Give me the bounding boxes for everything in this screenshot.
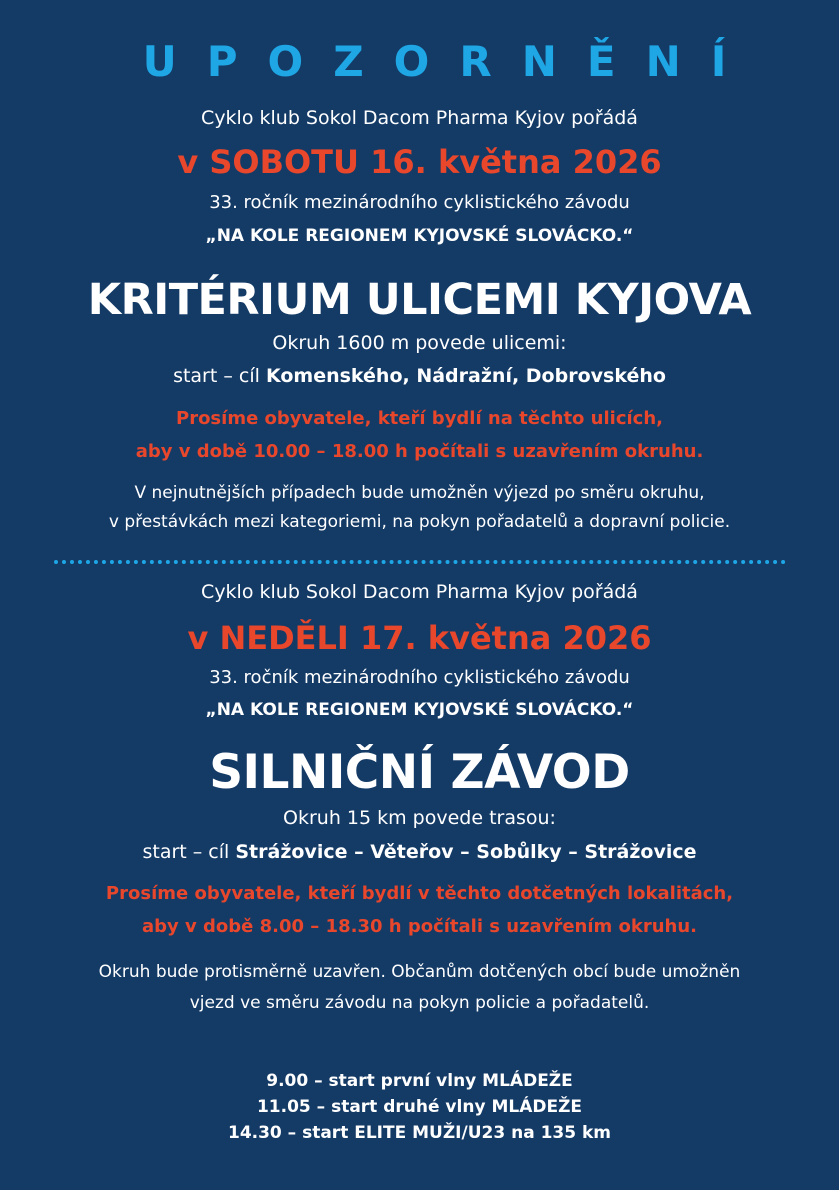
headline: UPOZORNĚNÍ <box>142 37 757 86</box>
first-event-route-streets: Komenského, Nádražní, Dobrovského <box>265 365 666 387</box>
second-event-warning-line-1: Prosíme obyvatele, kteří bydlí v těchto dotčetných lokalitách, <box>105 883 734 904</box>
first-event-race-name: „NA KOLE REGIONEM KYJOVSKÉ SLOVÁCKO.“ <box>205 226 634 246</box>
second-event-route <box>0 839 839 865</box>
second-event-warning-line-2: aby v době 8.00 – 18.30 h počítali s uzavřením okruhu. <box>141 916 698 937</box>
second-event-organizer: Cyklo klub Sokol Dacom Pharma Kyjov pořádá <box>201 581 638 603</box>
first-event-info-line-1: V nejnutnějších případech bude umožněn výjezd po směru okruhu, <box>134 483 705 503</box>
first-event-route-prefix: start – cíl <box>173 365 260 387</box>
first-event-organizer: Cyklo klub Sokol Dacom Pharma Kyjov pořádá <box>201 107 638 129</box>
first-event-route <box>0 363 839 389</box>
dotted-divider <box>54 560 786 564</box>
second-event-race-name: „NA KOLE REGIONEM KYJOVSKÉ SLOVÁCKO.“ <box>205 700 634 720</box>
first-event-title: KRITÉRIUM ULICEMI KYJOVA <box>87 275 752 325</box>
second-event-edition: 33. ročník mezinárodního cyklistického závodu <box>209 667 630 688</box>
first-event-info-line-2: v přestávkách mezi kategoriemi, na pokyn pořadatelů a dopravní policie. <box>108 512 731 532</box>
first-event-date: v SOBOTU 16. května 2026 <box>177 143 662 181</box>
second-event-info-line-2: vjezd ve směru závodu na pokyn policie a pořadatelů. <box>189 993 650 1013</box>
second-event-route-desc: Okruh 15 km povede trasou: <box>283 807 556 829</box>
schedule-item-2: 11.05 – start druhé vlny MLÁDEŽE <box>256 1097 583 1117</box>
schedule-item-1: 9.00 – start první vlny MLÁDEŽE <box>266 1071 573 1091</box>
second-event-route-streets: Strážovice – Věteřov – Sobůlky – Strážovice <box>235 841 697 863</box>
first-event-warning-line-1: Prosíme obyvatele, kteří bydlí na těchto ulicích, <box>176 408 663 429</box>
first-event-route-desc: Okruh 1600 m povede ulicemi: <box>272 332 567 354</box>
second-event-title: SILNIČNÍ ZÁVOD <box>209 745 630 800</box>
first-event-warning-line-2: aby v době 10.00 – 18.00 h počítali s uzavřením okruhu. <box>135 441 704 462</box>
schedule-item-3: 14.30 – start ELITE MUŽI/U23 na 135 km <box>227 1123 612 1143</box>
first-event-edition: 33. ročník mezinárodního cyklistického závodu <box>209 192 630 213</box>
second-event-date: v NEDĚLI 17. května 2026 <box>187 619 652 657</box>
second-event-route-prefix: start – cíl <box>142 841 230 863</box>
second-event-info-line-1: Okruh bude protisměrně uzavřen. Občanům dotčených obcí bude umožněn <box>98 962 741 982</box>
